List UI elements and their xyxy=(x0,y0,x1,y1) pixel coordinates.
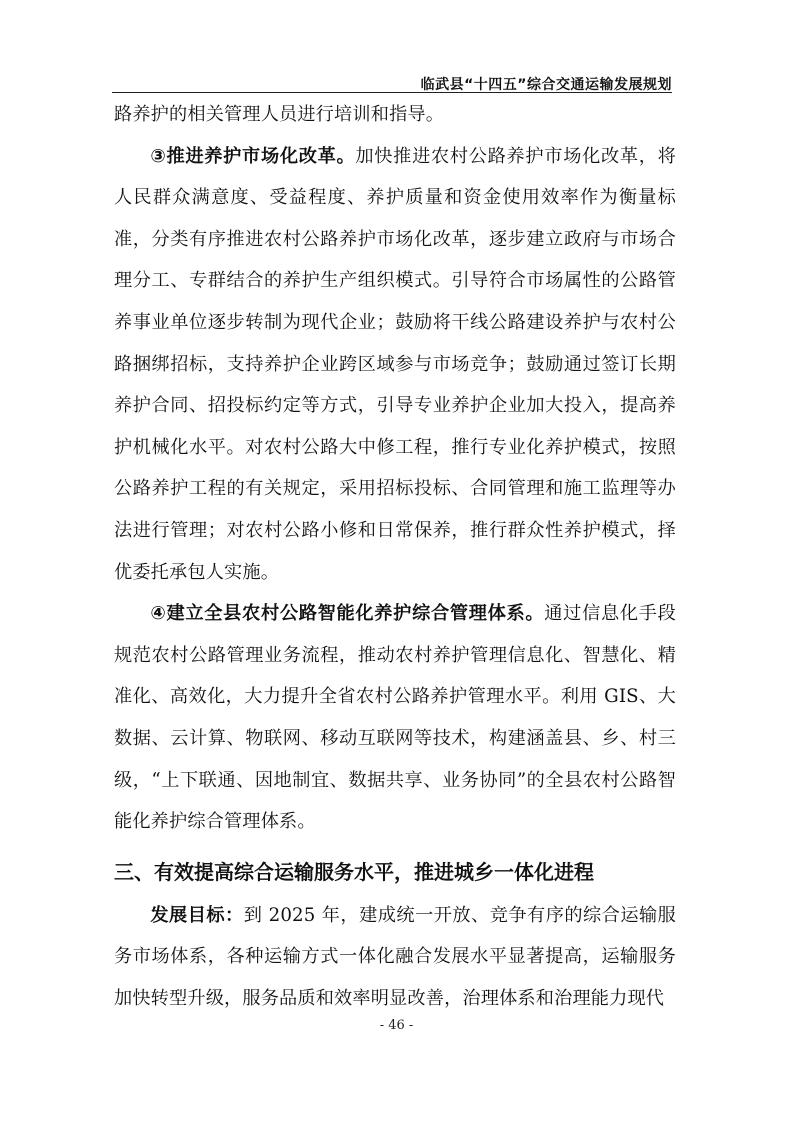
paragraph-smart-maintenance xyxy=(114,593,676,843)
paragraph-market-reform xyxy=(114,136,676,594)
page-body xyxy=(114,94,676,1019)
paragraph-lead: ④建立全县农村公路智能化养护综合管理体系。 xyxy=(150,603,545,625)
paragraph-development-goal xyxy=(114,895,676,1020)
page-number: - 46 - xyxy=(379,1018,414,1033)
section-heading: 三、有效提高综合运输服务水平，推进城乡一体化进程 xyxy=(114,859,594,884)
running-header xyxy=(112,62,672,93)
paragraph-continued xyxy=(114,94,676,136)
document-title: 临武县“十四五”综合交通运输发展规划 xyxy=(420,77,672,93)
paragraph-lead: ③推进养护市场化改革。 xyxy=(150,145,356,167)
paragraph-text: 通过信息化手段规范农村公路管理业务流程，推动农村养护管理信息化、智慧化、精准化、高效化，大力提升全省农村公路养护管理水平。利用 GIS、大数据、云计算、物联网、移动互联网等技术，构建涵盖县、乡、村三级，“上下联通、因地制宜、数据共享、业务协同”的全县农村公路智能化养护综合管理体系。 xyxy=(114,603,676,833)
paragraph-text: 到 2025 年，建成统一开放、竞争有序的综合运输服务市场体系，各种运输方式一体化融合发展水平显著提高，运输服务加快转型升级，服务品质和效率明显改善，治理体系和治理能力现代 xyxy=(114,904,676,1009)
paragraph-text: 加快推进农村公路养护市场化改革，将人民群众满意度、受益程度、养护质量和资金使用效率作为衡量标准，分类有序推进农村公路养护市场化改革，逐步建立政府与市场合理分工、专群结合的养护生产组织模式。引导符合市场属性的公路管养事业单位逐步转制为现代企业；鼓励将干线公路建设养护与农村公路捆绑招标，支持养护企业跨区域参与市场竞争；鼓励通过签订长期养护合同、招投标约定等方式，引导专业养护企业加大投入，提高养护机械化水平。对农村公路大中修工程，推行专业化养护模式，按照公路养护工程的有关规定，采用招标投标、合同管理和施工监理等办法进行管理；对农村公路小修和日常保养，推行群众性养护模式，择优委托承包人实施。 xyxy=(114,145,676,583)
paragraph-text: 路养护的相关管理人员进行培训和指导。 xyxy=(114,104,445,125)
paragraph-lead: 发展目标： xyxy=(150,904,244,926)
